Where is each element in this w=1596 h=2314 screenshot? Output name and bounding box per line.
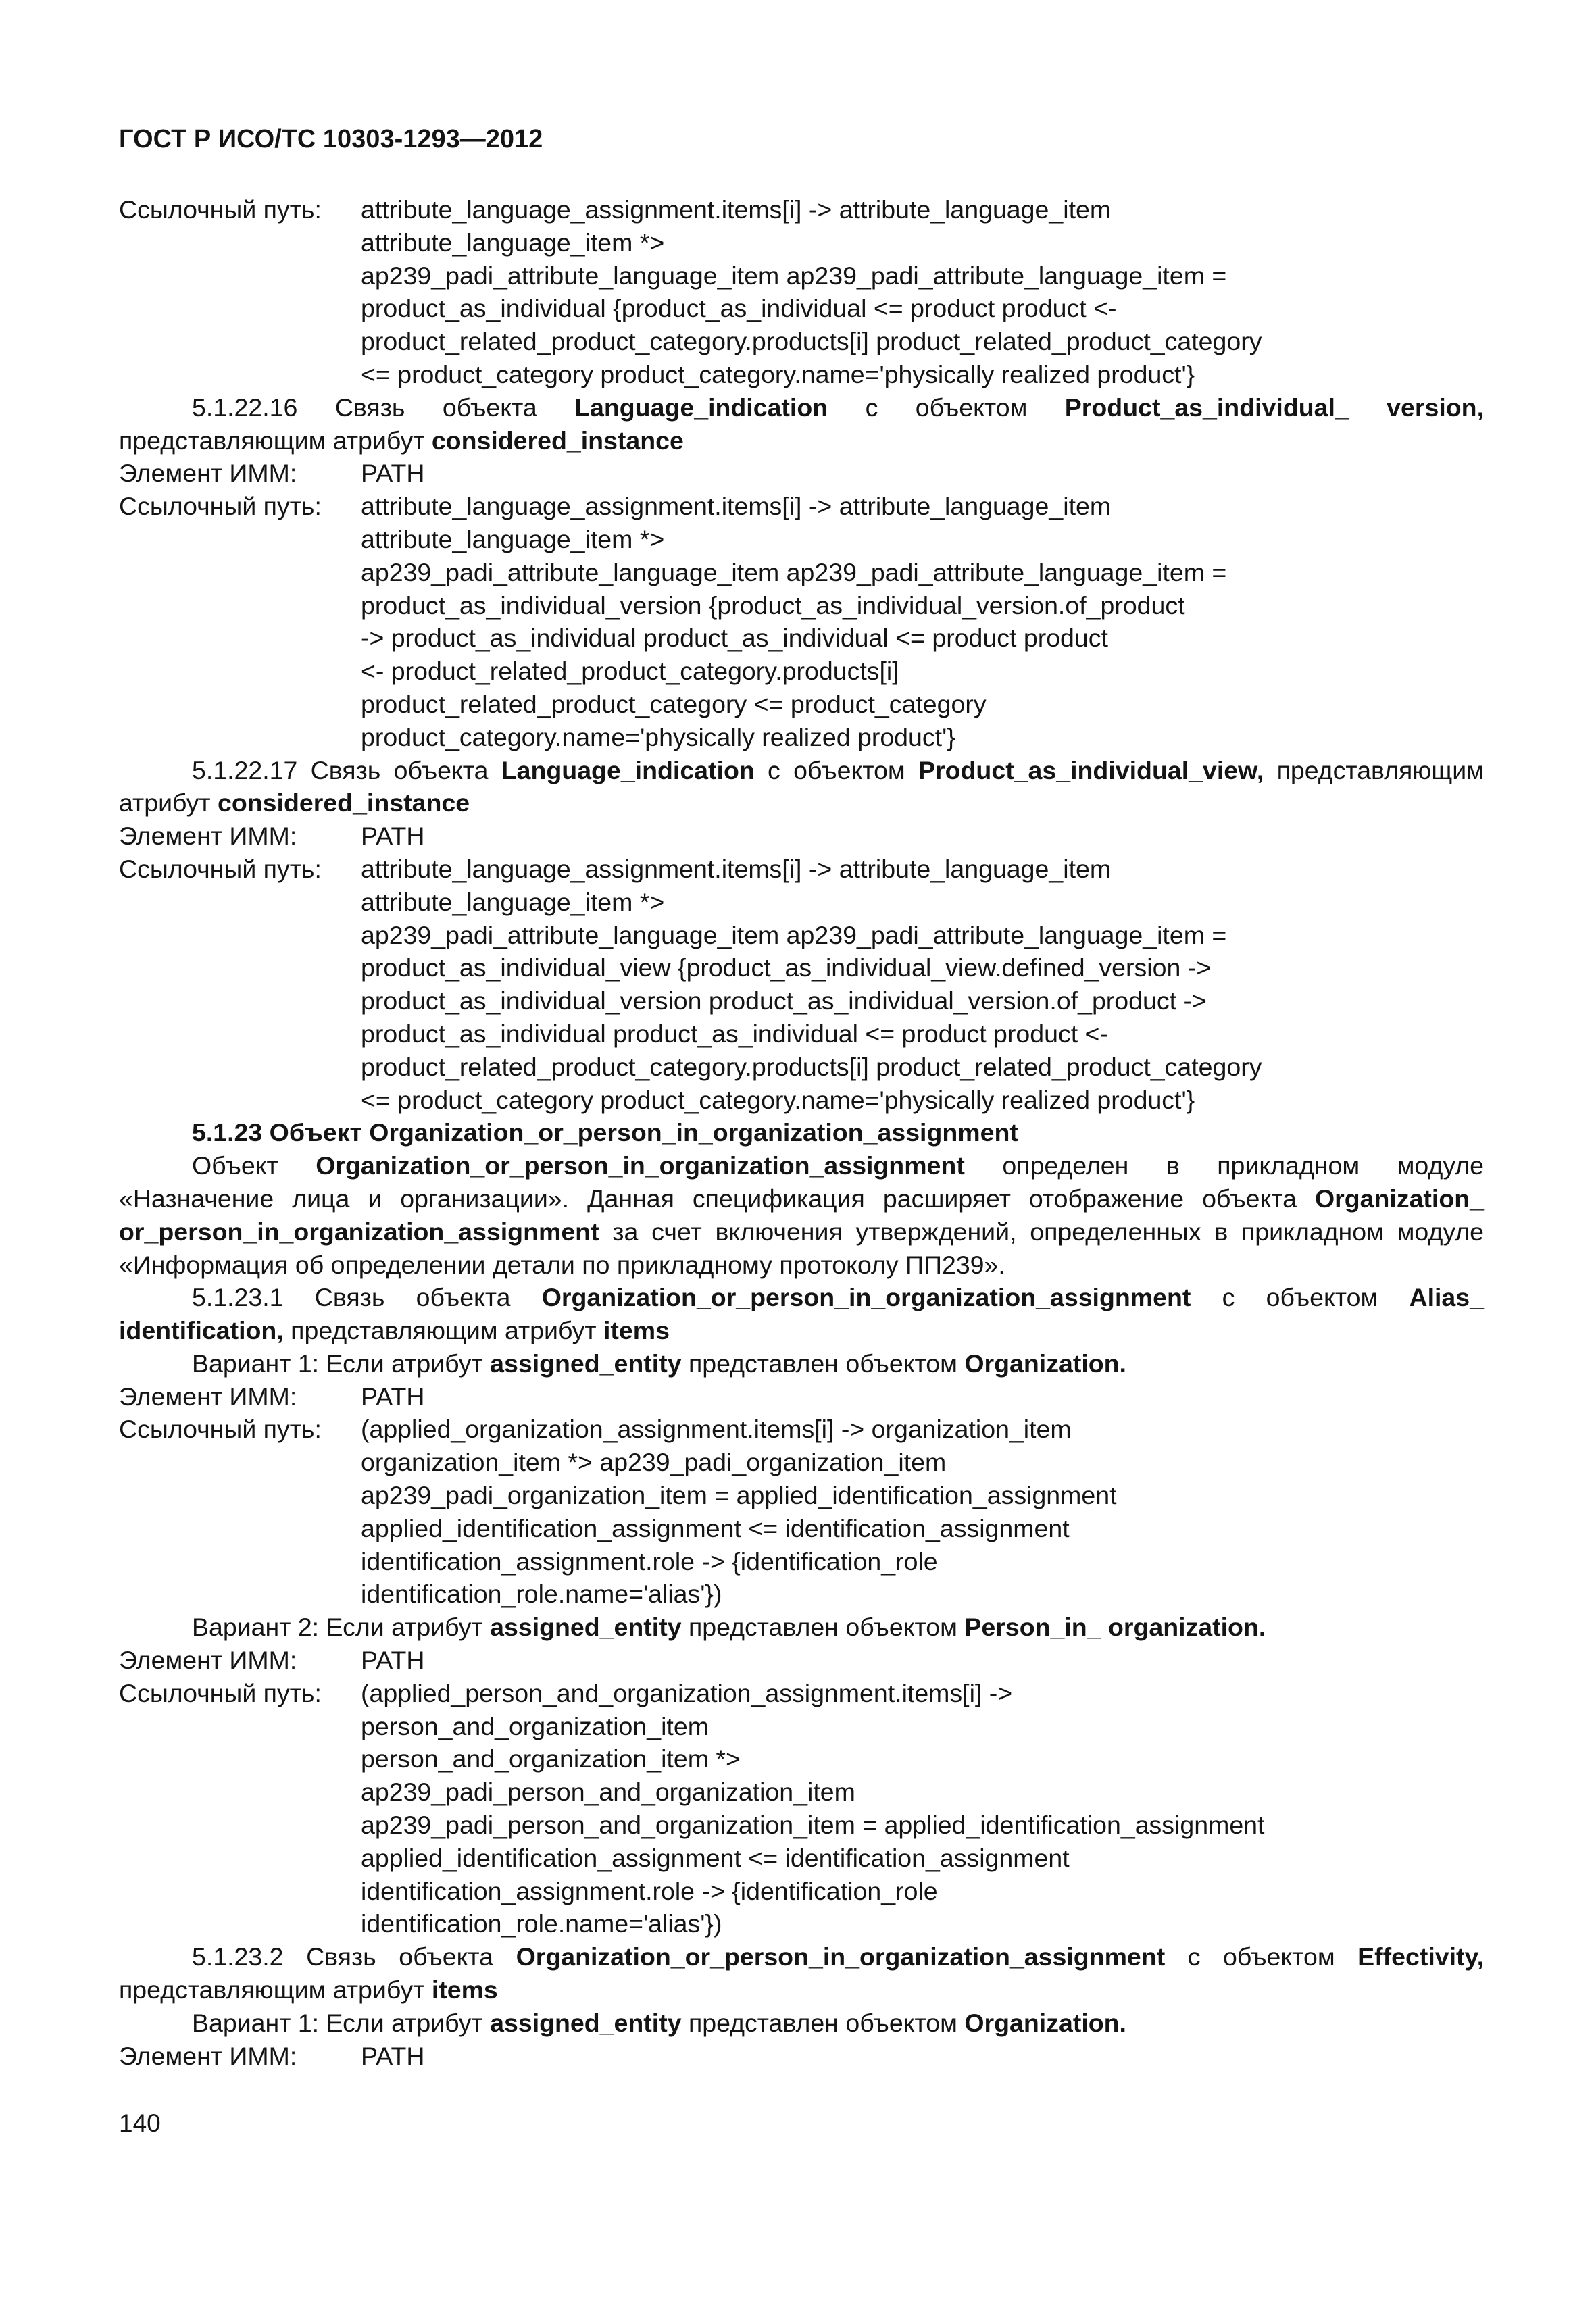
reference-path-row	[119, 1677, 1484, 1940]
element-imm-label: Элемент ИММ:	[119, 459, 297, 488]
document-page	[119, 119, 1484, 2072]
path-line: attribute_language_assignment.items[i] -> attribute_language_item	[361, 854, 1112, 883]
path-line: product_related_product_category <= product_category	[361, 689, 987, 718]
element-imm-row	[119, 457, 1484, 490]
element-imm-value: PATH	[361, 459, 425, 488]
section-5-1-22-16-heading: 5.1.22.16 Связь объекта Language_indication с объектом Product_as_individual_ version, представляющим атрибут considered_instance	[119, 393, 1484, 455]
section-5-1-23-2-heading: 5.1.23.2 Связь объекта Organization_or_person_in_organization_assignment с объектом Effectivity, представляющим атрибут items	[119, 1942, 1484, 2005]
path-line: <= product_category product_category.name='physically realized product'}	[361, 359, 1195, 388]
section-5-1-23-title: 5.1.23 Объект Organization_or_person_in_organization_assignment	[192, 1118, 1018, 1147]
reference-path-row	[119, 853, 1484, 1116]
reference-path-value	[361, 490, 1484, 753]
element-imm-value: PATH	[361, 822, 425, 851]
reference-path-row	[119, 193, 1484, 391]
section-5-1-22-17-heading: 5.1.22.17 Связь объекта Language_indication с объектом Product_as_individual_view, представляющим атрибут considered_instance	[119, 755, 1484, 818]
document-body	[119, 193, 1484, 2072]
path-line: product_as_individual product_as_individual <= product product <-	[361, 1019, 1108, 1048]
path-line: identification_role.name='alias'})	[361, 1909, 722, 1938]
reference-path-label: Ссылочный путь:	[119, 195, 322, 224]
path-line: product_as_individual_version {product_as_individual_version.of_product	[361, 590, 1185, 620]
reference-path-value	[361, 1413, 1484, 1611]
path-line: applied_identification_assignment <= identification_assignment	[361, 1513, 1070, 1542]
reference-path-label: Ссылочный путь:	[119, 854, 322, 883]
path-line: product_as_individual {product_as_individual <= product product <-	[361, 294, 1117, 323]
section-5-1-23-paragraph: Объект Organization_or_person_in_organization_assignment определен в прикладном модуле «Назначение лица и организации». Данная спецификация расширяет отображение объекта Organization_ or_person_in_organization_assignment за счет включения утверждений, определенных в прикладном модуле «Информация об определении детали по прикладному протоколу ПП239».	[119, 1151, 1484, 1279]
path-line: product_related_product_category.products[i] product_related_product_category	[361, 1052, 1262, 1081]
path-line: <= product_category product_category.name='physically realized product'}	[361, 1085, 1195, 1114]
path-line: (applied_organization_assignment.items[i] -> organization_item	[361, 1415, 1072, 1444]
path-line: person_and_organization_item	[361, 1711, 709, 1740]
element-imm-label: Элемент ИММ:	[119, 1646, 297, 1675]
path-line: person_and_organization_item *>	[361, 1744, 741, 1774]
page-number: 140	[119, 2109, 161, 2137]
path-line: ap239_padi_person_and_organization_item	[361, 1778, 855, 1807]
variant-1-line: Вариант 1: Если атрибут assigned_entity представлен объектом Organization.	[192, 1349, 1126, 1378]
element-imm-label: Элемент ИММ:	[119, 2041, 297, 2070]
element-imm-label: Элемент ИММ:	[119, 822, 297, 851]
path-line: attribute_language_assignment.items[i] -> attribute_language_item	[361, 195, 1112, 224]
path-line: identification_assignment.role -> {identification_role	[361, 1876, 938, 1905]
path-line: product_as_individual_version product_as_individual_version.of_product ->	[361, 986, 1207, 1015]
path-line: ap239_padi_attribute_language_item ap239_padi_attribute_language_item =	[361, 261, 1227, 290]
path-line: (applied_person_and_organization_assignment.items[i] ->	[361, 1678, 1013, 1707]
path-line: ap239_padi_organization_item = applied_identification_assignment	[361, 1481, 1117, 1510]
section-5-1-23-1-heading: 5.1.23.1 Связь объекта Organization_or_person_in_organization_assignment с объектом Alias_ identification, представляющим атрибут items	[119, 1283, 1485, 1345]
element-imm-label: Элемент ИММ:	[119, 1382, 297, 1411]
path-line: identification_role.name='alias'})	[361, 1580, 722, 1609]
path-line: attribute_language_assignment.items[i] -> attribute_language_item	[361, 492, 1112, 521]
standard-header: ГОСТ Р ИСО/ТС 10303-1293—2012	[119, 125, 543, 153]
element-imm-row	[119, 820, 1484, 853]
element-imm-row	[119, 1644, 1484, 1677]
path-line: -> product_as_individual product_as_individual <= product product	[361, 624, 1108, 653]
element-imm-value: PATH	[361, 1382, 425, 1411]
path-line: ap239_padi_attribute_language_item ap239_padi_attribute_language_item =	[361, 920, 1227, 949]
element-imm-row	[119, 1380, 1484, 1413]
element-imm-row	[119, 2040, 1484, 2073]
path-line: ap239_padi_person_and_organization_item = applied_identification_assignment	[361, 1811, 1265, 1840]
variant-2-line: Вариант 2: Если атрибут assigned_entity представлен объектом Person_in_ organization.	[192, 1613, 1266, 1642]
path-line: attribute_language_item *>	[361, 524, 665, 553]
path-line: <- product_related_product_category.products[i]	[361, 657, 899, 686]
variant-1-line: Вариант 1: Если атрибут assigned_entity представлен объектом Organization.	[192, 2008, 1126, 2037]
reference-path-row	[119, 1413, 1484, 1611]
path-line: product_as_individual_view {product_as_individual_view.defined_version ->	[361, 953, 1212, 982]
reference-path-label: Ссылочный путь:	[119, 1415, 322, 1444]
path-line: attribute_language_item *>	[361, 228, 665, 257]
reference-path-row	[119, 490, 1484, 753]
path-line: attribute_language_item *>	[361, 887, 665, 916]
element-imm-value: PATH	[361, 2041, 425, 2070]
reference-path-label: Ссылочный путь:	[119, 1678, 322, 1707]
element-imm-value: PATH	[361, 1646, 425, 1675]
reference-path-value	[361, 853, 1484, 1116]
path-line: identification_assignment.role -> {identification_role	[361, 1546, 938, 1576]
path-line: product_category.name='physically realized product'}	[361, 722, 955, 751]
path-line: applied_identification_assignment <= identification_assignment	[361, 1843, 1070, 1872]
reference-path-value	[361, 193, 1484, 391]
reference-path-value	[361, 1677, 1484, 1940]
path-line: product_related_product_category.products[i] product_related_product_category	[361, 327, 1262, 356]
path-line: ap239_padi_attribute_language_item ap239_padi_attribute_language_item =	[361, 557, 1227, 586]
path-line: organization_item *> ap239_padi_organization_item	[361, 1448, 947, 1477]
reference-path-label: Ссылочный путь:	[119, 492, 322, 521]
